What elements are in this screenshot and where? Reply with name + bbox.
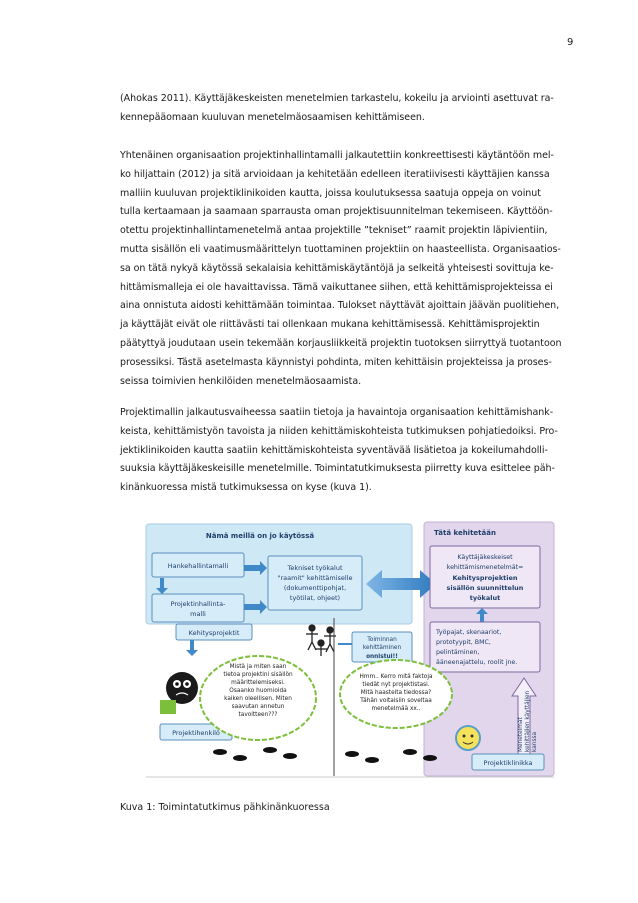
projektihenkilo-label: Projektihenkilö — [172, 729, 220, 737]
text-line: suuksia käyttäjäkeskeisille menetelmille. Toimintatutkimuksesta piirretty kuva esittelee päh- — [120, 463, 555, 475]
projektiklinikka-label: Projektiklinikka — [483, 759, 533, 767]
text-line: jektiklinikoiden kautta saatiin kehittämiskohteista syventävää lisätietoa ja kokeilumahdolli- — [120, 444, 548, 456]
tyopajat-label: pelintäminen, — [436, 649, 480, 656]
tekniset-label: (dokumenttipohjat, — [283, 584, 347, 592]
cloud-right-text: menetelmää xx.. — [371, 706, 421, 712]
tyopajat-label: ääneenajattelu, roolit jne. — [436, 659, 518, 666]
toiminnan-label: onnistui!! — [366, 654, 398, 660]
page-number: 9 — [567, 37, 574, 48]
kayttajakeskeiset-label: Kehitysprojektien — [452, 574, 518, 582]
toiminnan-label: Toiminnan — [367, 637, 397, 643]
left-header: Nämä meillä on jo käytössä — [205, 532, 315, 540]
cloud-left-text: tietoa projektini sisällön — [223, 672, 293, 678]
text-line: tulla kertaamaan ja saamaan sparrausta oman projektisuunnitelman tekemiseen. Käyttöön- — [120, 206, 553, 218]
tekniset-label: Tekniset työkalut — [287, 564, 343, 572]
figure-action-research — [120, 518, 560, 780]
hankehallintamalli-label: Hankehallintamalli — [167, 562, 229, 570]
tyopajat-label: prototyypit, BMC, — [436, 639, 491, 646]
footprints-icon — [213, 747, 437, 763]
kayttajakeskeiset-label: sisällön suunnittelun — [446, 584, 524, 592]
expert-face-icon — [456, 726, 480, 750]
paragraph-2 — [120, 147, 578, 391]
text-line: aina onnistuta aidosti kehittämään toimintaa. Tulokset näyttävät ajoittain jäävän puolitiehen, — [120, 300, 560, 312]
cloud-right-text: Tähän voitaisiin soveltaa — [360, 698, 432, 704]
text-line: sa on tätä nykyä käytössä sekalaisia kehittämiskäytäntöjä ja selkeitä yhteisesti sovittuja ke- — [120, 262, 554, 274]
text-line: malliin kuuluvan projektiklinikoiden kautta, joissa koulutuksessa saatuja oppeja on voinut — [120, 187, 541, 199]
tyopajat-label: Työpajat, skenaariot, — [436, 629, 502, 636]
projektinhallintamalli-label: Projektinhallinta- — [170, 600, 226, 608]
text-line: hittämismalleja ei ole havaittavissa. Tämä vaikuttanee siihen, että kehittämisprojekteissa ei — [120, 281, 553, 293]
text-line: kinänkuoressa mistä tutkimuksessa on kyse (kuva 1). — [120, 482, 372, 494]
text-line: ko hiljattain (2012) ja sitä arvioidaan ja kehitetään edelleen iteratiivisesti käyttäjien kanssa — [120, 168, 550, 180]
text-line: Yhtenäinen organisaation projektinhallintamalli jalkautettiin konkreettisesti käytäntöön mel- — [120, 150, 554, 161]
cloud-right-text: tiedät nyt projektistasi. — [362, 682, 430, 688]
kayttajakeskeiset-label: Käyttäjäkeskeiset — [457, 554, 513, 561]
kayttajakeskeiset-label: kehittämismenetelmät= — [446, 564, 524, 571]
figure-caption: Kuva 1: Toimintatutkimus pähkinänkuoressa — [120, 802, 330, 813]
cloud-left-text: tavoitteen??? — [238, 712, 278, 718]
vertical-label: kehittäjien käyttäjien — [525, 690, 531, 752]
text-line: ja käyttäjät eivät ole riittävästi tai ollenkaan mukana kehittämisessä. Kehittämisprojektin — [120, 319, 540, 331]
vertical-label: Menetelmät — [518, 717, 524, 752]
cloud-left-text: määrittelemiseksi. — [231, 680, 285, 686]
text-line: prosessiksi. Tästä asetelmasta käynnistyi pohdinta, miten kehittäisin projekteissa ja proses- — [120, 356, 552, 368]
kayttajakeskeiset-label: työkalut — [469, 594, 501, 602]
right-header: Tätä kehitetään — [434, 529, 496, 537]
tekniset-label: "raamit" kehittämiselle — [277, 574, 353, 582]
cloud-left-text: Osaanko huomioida — [229, 688, 287, 694]
text-line: päätyttyä joudutaan usein tekemään korjausliikkeitä projektin tuotoksen siirryttyä tuotantoon — [120, 337, 562, 349]
paragraph-1 — [120, 90, 578, 128]
down-arrow — [186, 640, 198, 656]
people-icon — [306, 625, 336, 656]
vertical-label: kanssa — [532, 731, 538, 752]
projektinhallintamalli-label-2: malli — [190, 610, 206, 618]
cloud-right-text: Hmm.. Kerro mitä faktoja — [359, 674, 433, 680]
text-line: otettu projektinhallintamenetelmä antaa projektille ”tekniset” raamit projektin läpivientiin, — [120, 225, 548, 237]
toiminnan-label: kehittäminen — [362, 645, 402, 651]
text-line: kennepääomaan kuuluvan menetelmäosaamisen kehittämiseen. — [120, 111, 425, 123]
paragraph-3 — [120, 404, 578, 498]
kehitysprojektit-label: Kehitysprojektit — [188, 629, 240, 637]
cloud-left-text: Mistä ja miten saan — [229, 664, 287, 670]
text-line: (Ahokas 2011). Käyttäjäkeskeisten menetelmien tarkastelu, kokeilu ja arviointi asettuvat ra- — [120, 93, 554, 104]
text-line: seissa toimivien henkilöiden menetelmäosaamista. — [120, 375, 362, 387]
cloud-left-text: kaiken oleellisen. Miten — [224, 696, 292, 702]
cloud-left-text: saavutan annetun — [231, 704, 285, 710]
text-line: Projektimallin jalkautusvaiheessa saatiin tietoja ja havaintoja organisaation kehittämishank- — [120, 407, 554, 418]
cloud-right-text: Mitä haasteita tiedossa? — [360, 690, 432, 696]
text-line: keista, kehittämistyön tavoista ja niiden kehittämiskohteista tutkimuksen pohjatiedoiksi. Pro- — [120, 425, 558, 437]
tekniset-label: työtilat, ohjeet) — [289, 594, 341, 602]
worried-person-icon — [160, 672, 198, 714]
text-line: mutta sisällön eli vaatimusmäärittelyn tuottaminen projektiin on haasteellista. Organisaatios- — [120, 243, 561, 255]
